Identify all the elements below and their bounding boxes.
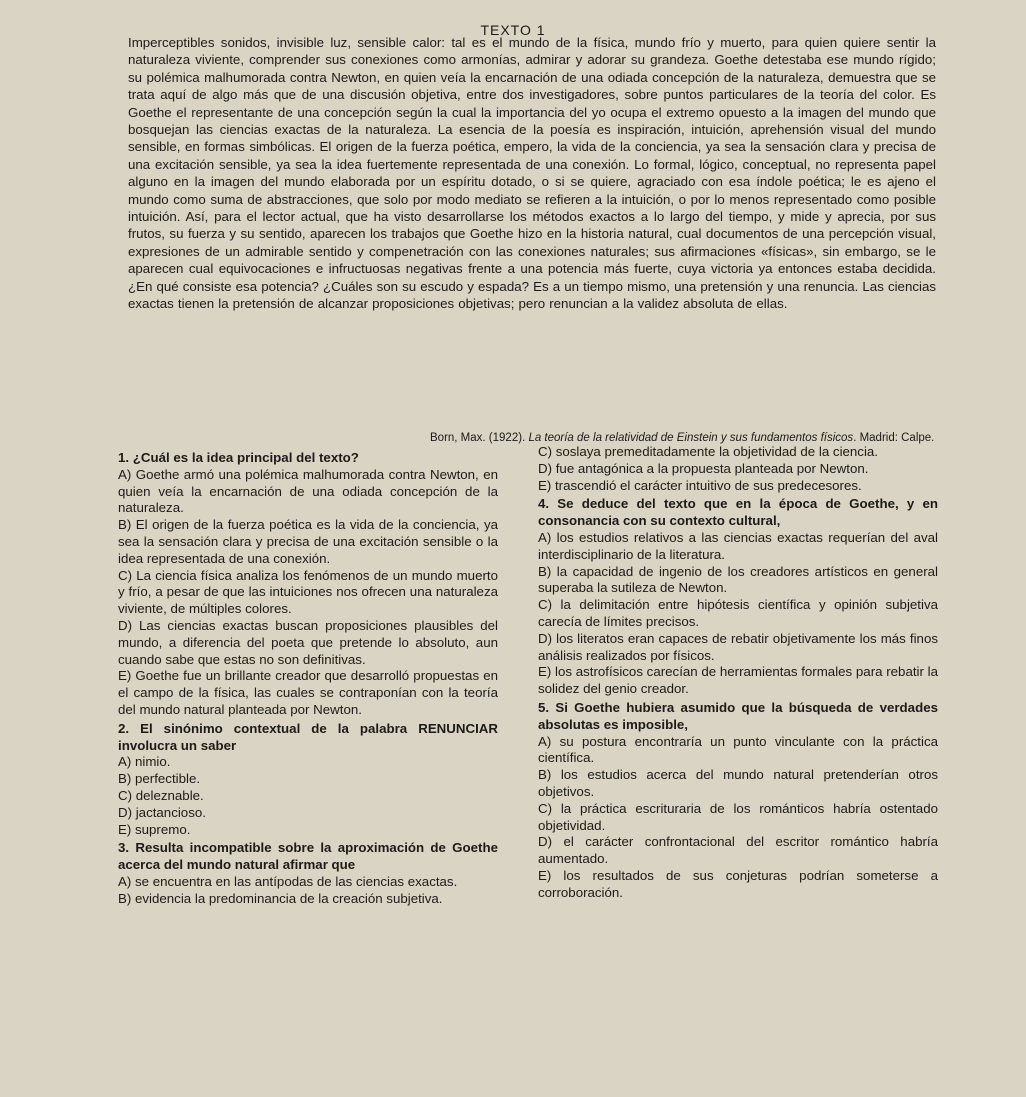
- question-4-stem: 4. Se deduce del texto que en la época de Goethe, y en consonancia con su contexto cultural,: [538, 496, 938, 529]
- question-5-option-d[interactable]: D) el carácter confrontacional del escritor romántico habría aumentado.: [538, 834, 938, 867]
- question-1-stem: 1. ¿Cuál es la idea principal del texto?: [118, 450, 359, 465]
- question-2-option-b[interactable]: B) perfectible.: [118, 771, 201, 787]
- question-4-option-b[interactable]: B) la capacidad de ingenio de los creadores artísticos en general superaba la sutileza de Newton.: [538, 563, 938, 596]
- question-2-option-c[interactable]: C) deleznable.: [118, 787, 204, 803]
- question-5-option-a[interactable]: A) su postura encontraría un punto vinculante con la práctica científica.: [538, 733, 938, 766]
- question-3: [118, 840, 498, 907]
- question-2-option-d[interactable]: D) jactancioso.: [118, 804, 206, 820]
- question-5: [538, 700, 938, 902]
- question-2-option-e[interactable]: E) supremo.: [118, 821, 191, 837]
- reading-passage: Imperceptibles sonidos, invisible luz, sensible calor: tal es el mundo de la física, mundo frío y muerto, para quien quiere sentir la naturaleza viviente, comprender sus conexiones como armonías, admirar y adorar su grandeza. Goethe detestaba ese mundo rígido; su polémica malhumorada contra Newton, en quien veía la encarnación de una odiada concepción de la naturaleza, demuestra que se trata aquí de algo más que de una discusión objetiva, entre dos investigadores, sobre puntos particulares de la teoría del color. Es Goethe el representante de una concepción según la cual la importancia del yo ocupa el extremo opuesto a la imagen del mundo que bosquejan las ciencias exactas de la naturaleza. La esencia de la poesía es inspiración, intuición, aprehensión visual del mundo sensible, en formas simbólicas. El origen de la fuerza poética, empero, la vida de la conciencia, ya sea la sensación clara y precisa de una excitación sensible, ya sea la idea fuertemente representada de una conexión. Lo formal, lógico, conceptual, no representa papel alguno en la imagen del mundo elaborada por un espíritu dotado, o si se quiere, agraciado con esa índole poética; le es ajeno el mundo como suma de abstracciones, que solo por modo mediato se refieren a la intuición, o por lo menos representado como posible intuición. Así, para el lector actual, que ha visto desarrollarse los métodos exactos a lo largo del tiempo, y mide y aprecia, por sus frutos, su fuerza y su sentido, aparecen los trabajos que Goethe hizo en la historia natural, cual documentos de una percepción visual, expresiones de un admirable sentido y compenetración con las conexiones naturales; sus afirmaciones «físicas», sin embargo, se le aparecen cual equivocaciones e infructuosas negativas frente a una potencia más fuerte, cuya victoria ya entonces estaba decidida. ¿En qué consiste esa potencia? ¿Cuáles son su escudo y espada? Es a un tiempo mismo, una pretensión y una renuncia. Las ciencias exactas tienen la pretensión de alcanzar proposiciones objetivas; pero renuncian a la validez absoluta de ellas.: [128, 35, 936, 312]
- question-1-option-a[interactable]: A) Goethe armó una polémica malhumorada contra Newton, en quien veía la encarnación de una odiada concepción de la naturaleza.: [118, 466, 498, 516]
- question-3-continued: [538, 444, 938, 494]
- question-4-option-c[interactable]: C) la delimitación entre hipótesis científica y opinión subjetiva carecía de límites precisos.: [538, 597, 938, 629]
- question-5-option-b[interactable]: B) los estudios acerca del mundo natural pretenderían otros objetivos.: [538, 767, 938, 799]
- citation-title: La teoría de la relatividad de Einstein y sus fundamentos físicos: [528, 432, 854, 444]
- citation-publisher: . Madrid: Calpe.: [853, 432, 935, 444]
- question-5-option-e[interactable]: E) los resultados de sus conjeturas podrían someterse a corroboración.: [538, 867, 938, 900]
- question-3-option-e[interactable]: E) trascendió el carácter intuitivo de sus predecesores.: [538, 477, 862, 493]
- question-3-stem: 3. Resulta incompatible sobre la aproximación de Goethe acerca del mundo natural afirmar que: [118, 840, 498, 873]
- question-1-option-c[interactable]: C) La ciencia física analiza los fenómenos de un mundo muerto y frío, a pesar de que las intuiciones nos ofrecen una naturaleza viviente, de múltiples colores.: [118, 567, 498, 617]
- question-1-option-e[interactable]: E) Goethe fue un brillante creador que desarrolló propuestas en el campo de la física, las cuales se contraponían con la teoría del mundo natural planteada por Newton.: [118, 668, 498, 717]
- question-2-option-a[interactable]: A) nimio.: [118, 754, 171, 770]
- question-2: [118, 721, 498, 839]
- question-3-option-d[interactable]: D) fue antagónica a la propuesta planteada por Newton.: [538, 460, 869, 476]
- question-3-option-a[interactable]: A) se encuentra en las antípodas de las ciencias exactas.: [118, 873, 458, 889]
- citation-author: Born, Max. (1922).: [430, 432, 529, 444]
- question-1-option-d[interactable]: D) Las ciencias exactas buscan proposiciones plausibles del mundo, a diferencia del poeta que pretende lo absoluto, aun cuando sabe que estas no son definitivas.: [118, 617, 498, 667]
- question-4: [538, 496, 938, 698]
- text-title: TEXTO 1: [480, 22, 546, 38]
- question-5-option-c[interactable]: C) la práctica escrituraria de los románticos habría ostentado objetividad.: [538, 800, 938, 833]
- question-5-stem: 5. Si Goethe hubiera asumido que la búsqueda de verdades absolutas es imposible,: [538, 699, 938, 732]
- right-column: [538, 444, 938, 904]
- question-3-option-c[interactable]: C) soslaya premeditadamente la objetividad de la ciencia.: [538, 444, 878, 459]
- question-3-option-b[interactable]: B) evidencia la predominancia de la creación subjetiva.: [118, 890, 443, 906]
- question-2-stem: 2. El sinónimo contextual de la palabra RENUNCIAR involucra un saber: [118, 720, 498, 753]
- citation: [430, 432, 1010, 444]
- question-4-option-e[interactable]: E) los astrofísicos carecían de herramientas formales para rebatir la solidez del genio creador.: [538, 664, 938, 697]
- left-column: [118, 448, 498, 910]
- question-1: [118, 450, 498, 719]
- question-4-option-a[interactable]: A) los estudios relativos a las ciencias exactas requerían del aval interdisciplinario de la literatura.: [538, 529, 938, 562]
- question-1-option-b[interactable]: B) El origen de la fuerza poética es la vida de la conciencia, ya sea la sensación clara y precisa de una excitación sensible o la idea representada de una conexión.: [118, 517, 498, 566]
- question-4-option-d[interactable]: D) los literatos eran capaces de rebatir objetivamente los más finos análisis realizados por físicos.: [538, 630, 938, 663]
